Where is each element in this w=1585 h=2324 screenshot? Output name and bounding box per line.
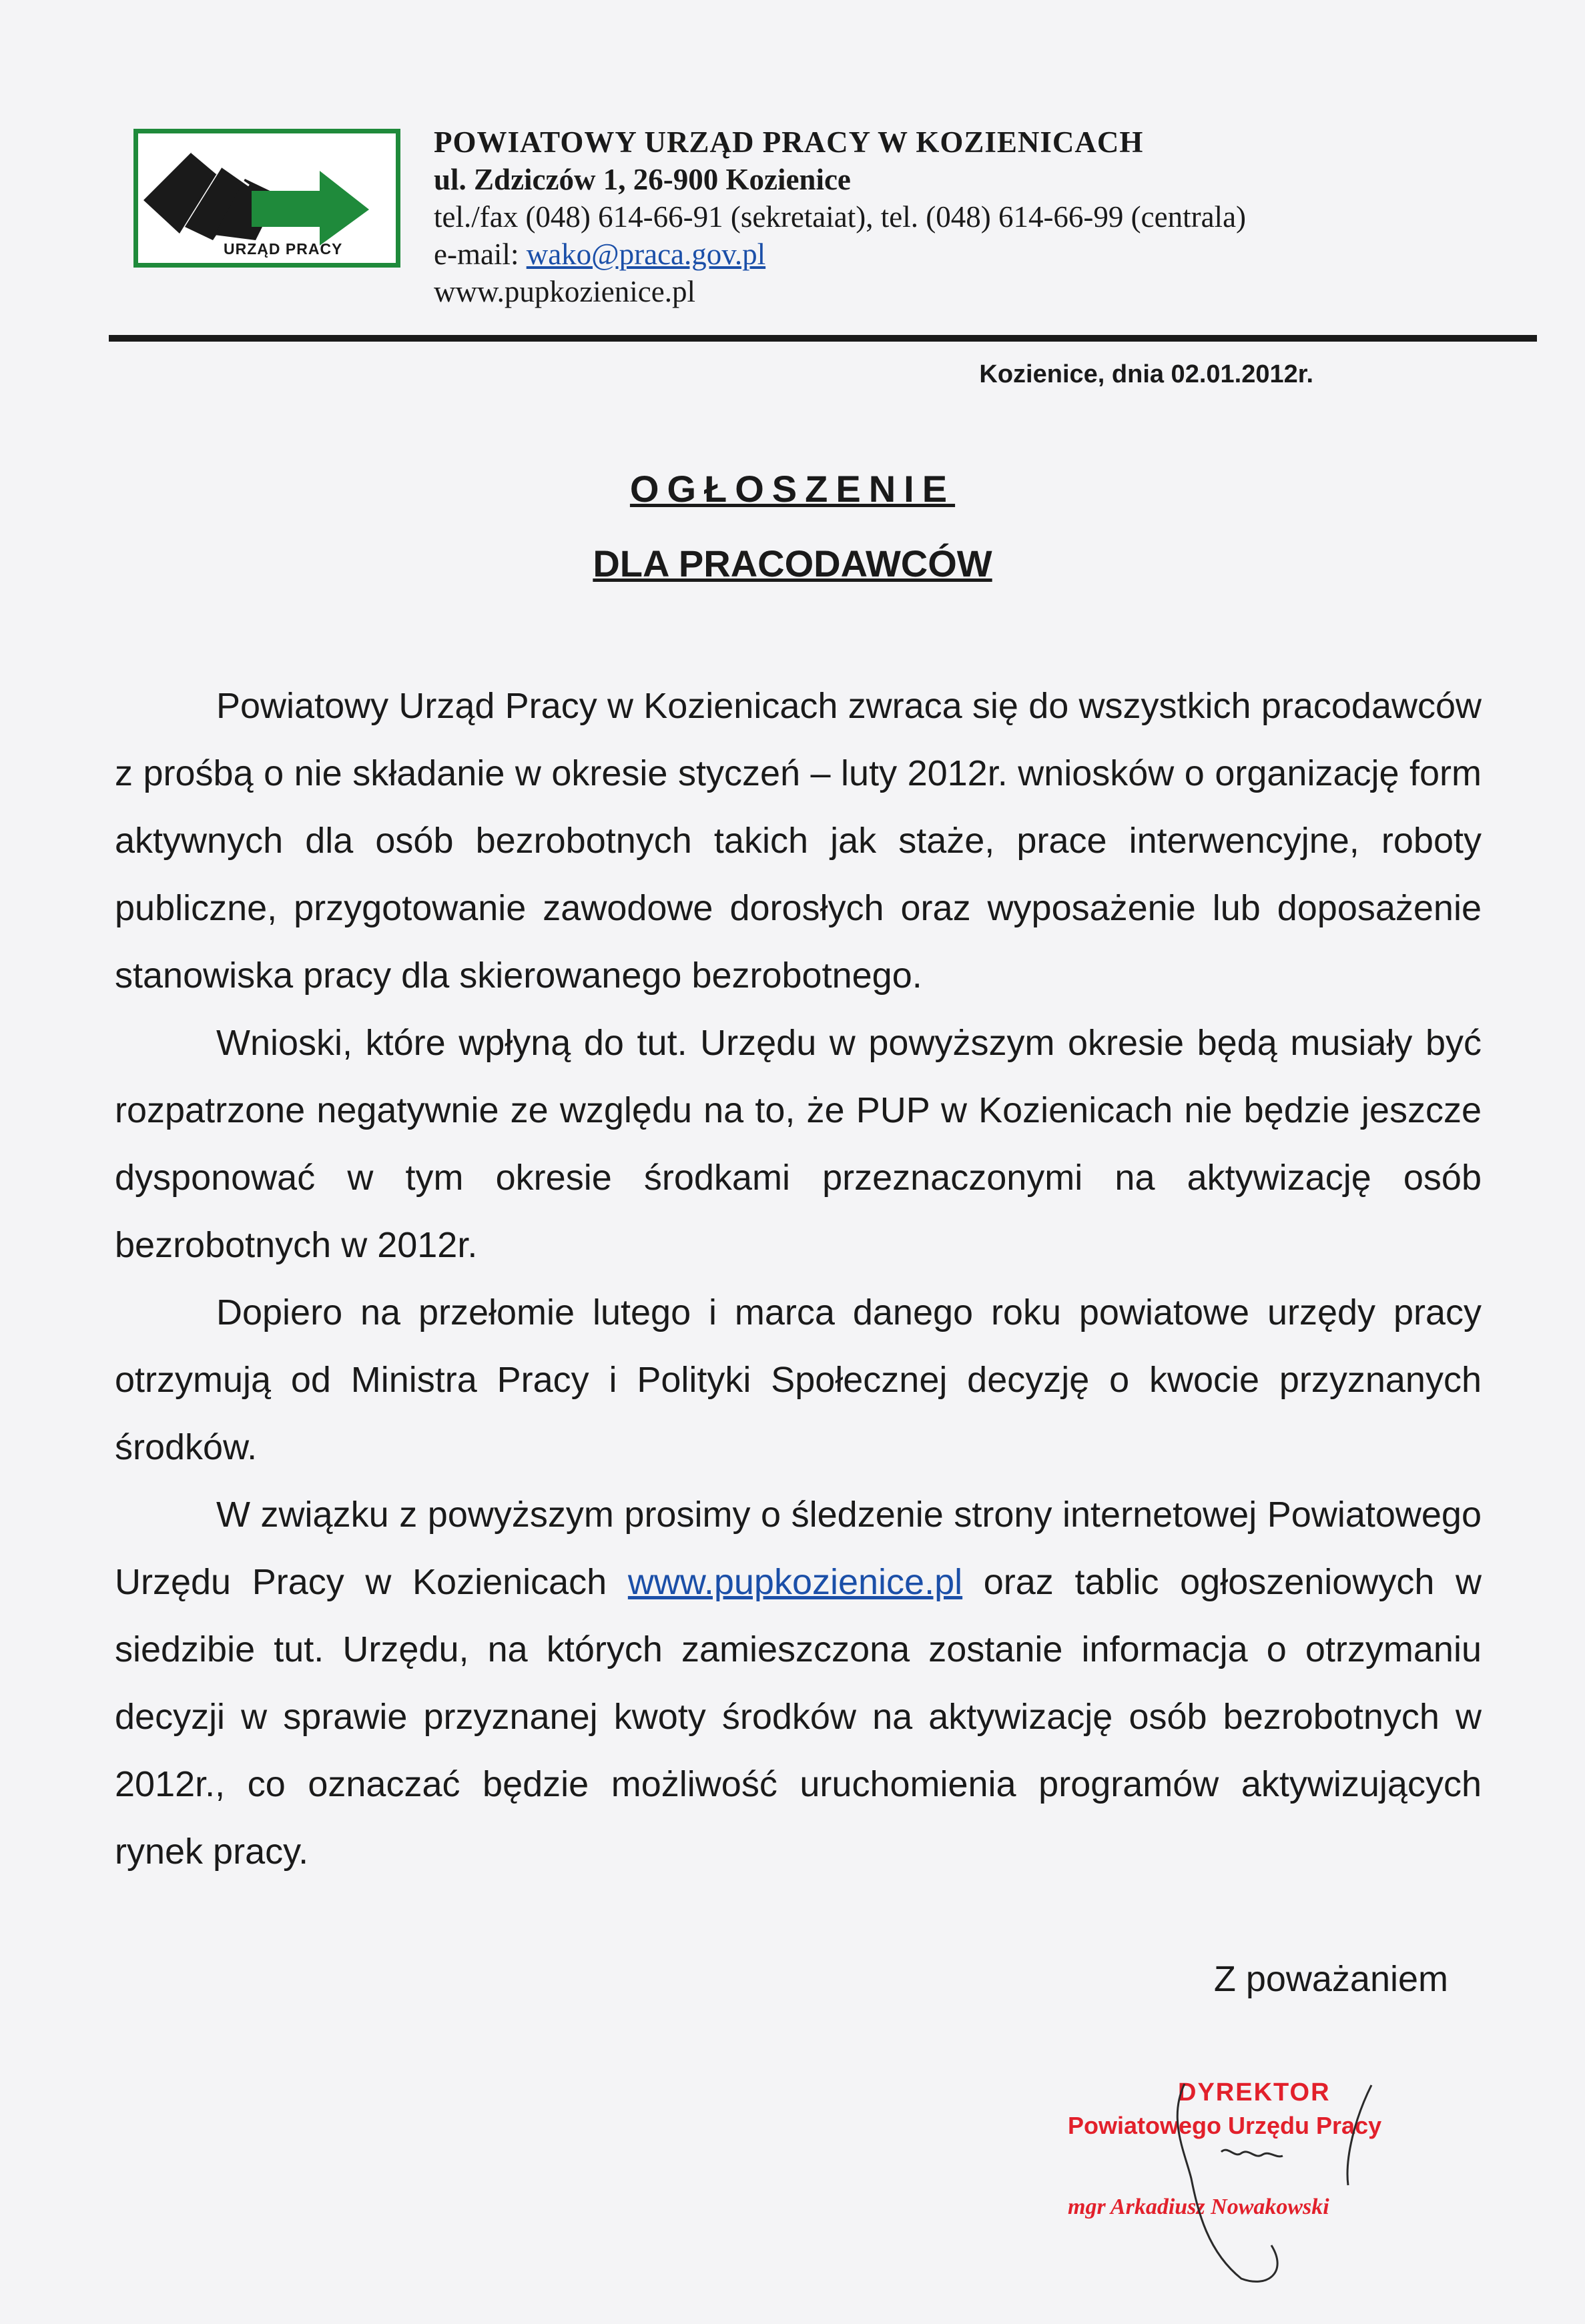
director-stamp <box>1068 2078 1442 2299</box>
page-title: OGŁOSZENIE <box>629 468 956 510</box>
stamp-name: mgr Arkadiusz Nowakowski <box>1068 2195 1329 2219</box>
letterhead <box>434 123 1246 310</box>
announcement-body <box>115 673 1482 1886</box>
header-divider <box>109 335 1537 342</box>
page-subtitle: DLA PRACODAWCÓW <box>593 542 992 585</box>
date-line: Kozienice, dnia 02.01.2012r. <box>979 360 1313 388</box>
closing-phrase: Z poważaniem <box>1213 1959 1448 1999</box>
org-email-line <box>434 236 1246 273</box>
paragraph-4-start: W związku z powyższym prosimy o śledzenie strony internetowej Powiatowego Urzędu Pracy w Kozienicach <box>115 1495 1482 1602</box>
stamp-title: DYREKTOR <box>1178 2078 1331 2106</box>
org-phones: tel./fax (048) 614-66-91 (sekretaiat), tel. (048) 614-66-99 (centrala) <box>434 200 1247 234</box>
stamp-office: Powiatowego Urzędu Pracy <box>1068 2112 1382 2139</box>
paragraph-2: Wnioski, które wpłyną do tut. Urzędu w powyższym okresie będą musiały być rozpatrzone negatywnie ze względu na to, że PUP w Kozienicach nie będzie jeszcze dysponować w tym okresie środkami przeznaczonymi na aktywizację osób bezrobotnych w 2012r. <box>115 1023 1482 1265</box>
logo <box>133 129 400 268</box>
email-link[interactable]: wako@praca.gov.pl <box>526 238 766 271</box>
signature-icon <box>1068 2078 1442 2299</box>
email-label: e-mail: <box>434 238 527 271</box>
org-name: POWIATOWY URZĄD PRACY W KOZIENICACH <box>434 125 1144 159</box>
paragraph-4-end: oraz tablic ogłoszeniowych w siedzibie tut. Urzędu, na których zamieszczona zostanie informacja o otrzymaniu decyzji w sprawie przyznanej kwoty środków na aktywizację osób bezrobotnych w 2012r., co oznaczać będzie możliwość uruchomienia programów aktywizujących rynek pracy. <box>115 1562 1482 1872</box>
logo-caption: URZĄD PRACY <box>224 240 343 258</box>
website-link[interactable]: www.pupkozienice.pl <box>627 1562 963 1602</box>
paragraph-1: Powiatowy Urząd Pracy w Kozienicach zwraca się do wszystkich pracodawców z prośbą o nie składanie w okresie styczeń – luty 2012r. wniosków o organizację form aktywnych dla osób bezrobotnych takich jak staże, prace interwencyjne, roboty publiczne, przygotowanie zawodowe dorosłych oraz wyposażenie lub doposażenie stanowiska pracy dla skierowanego bezrobotnego. <box>115 686 1482 996</box>
org-website: www.pupkozienice.pl <box>434 275 695 308</box>
org-address: ul. Zdziczów 1, 26-900 Kozienice <box>434 163 851 196</box>
paragraph-4 <box>115 1481 1482 1886</box>
paragraph-3: Dopiero na przełomie lutego i marca danego roku powiatowe urzędy pracy otrzymują od Ministra Pracy i Polityki Społecznej decyzję o kwocie przyznanych środków. <box>115 1292 1482 1467</box>
